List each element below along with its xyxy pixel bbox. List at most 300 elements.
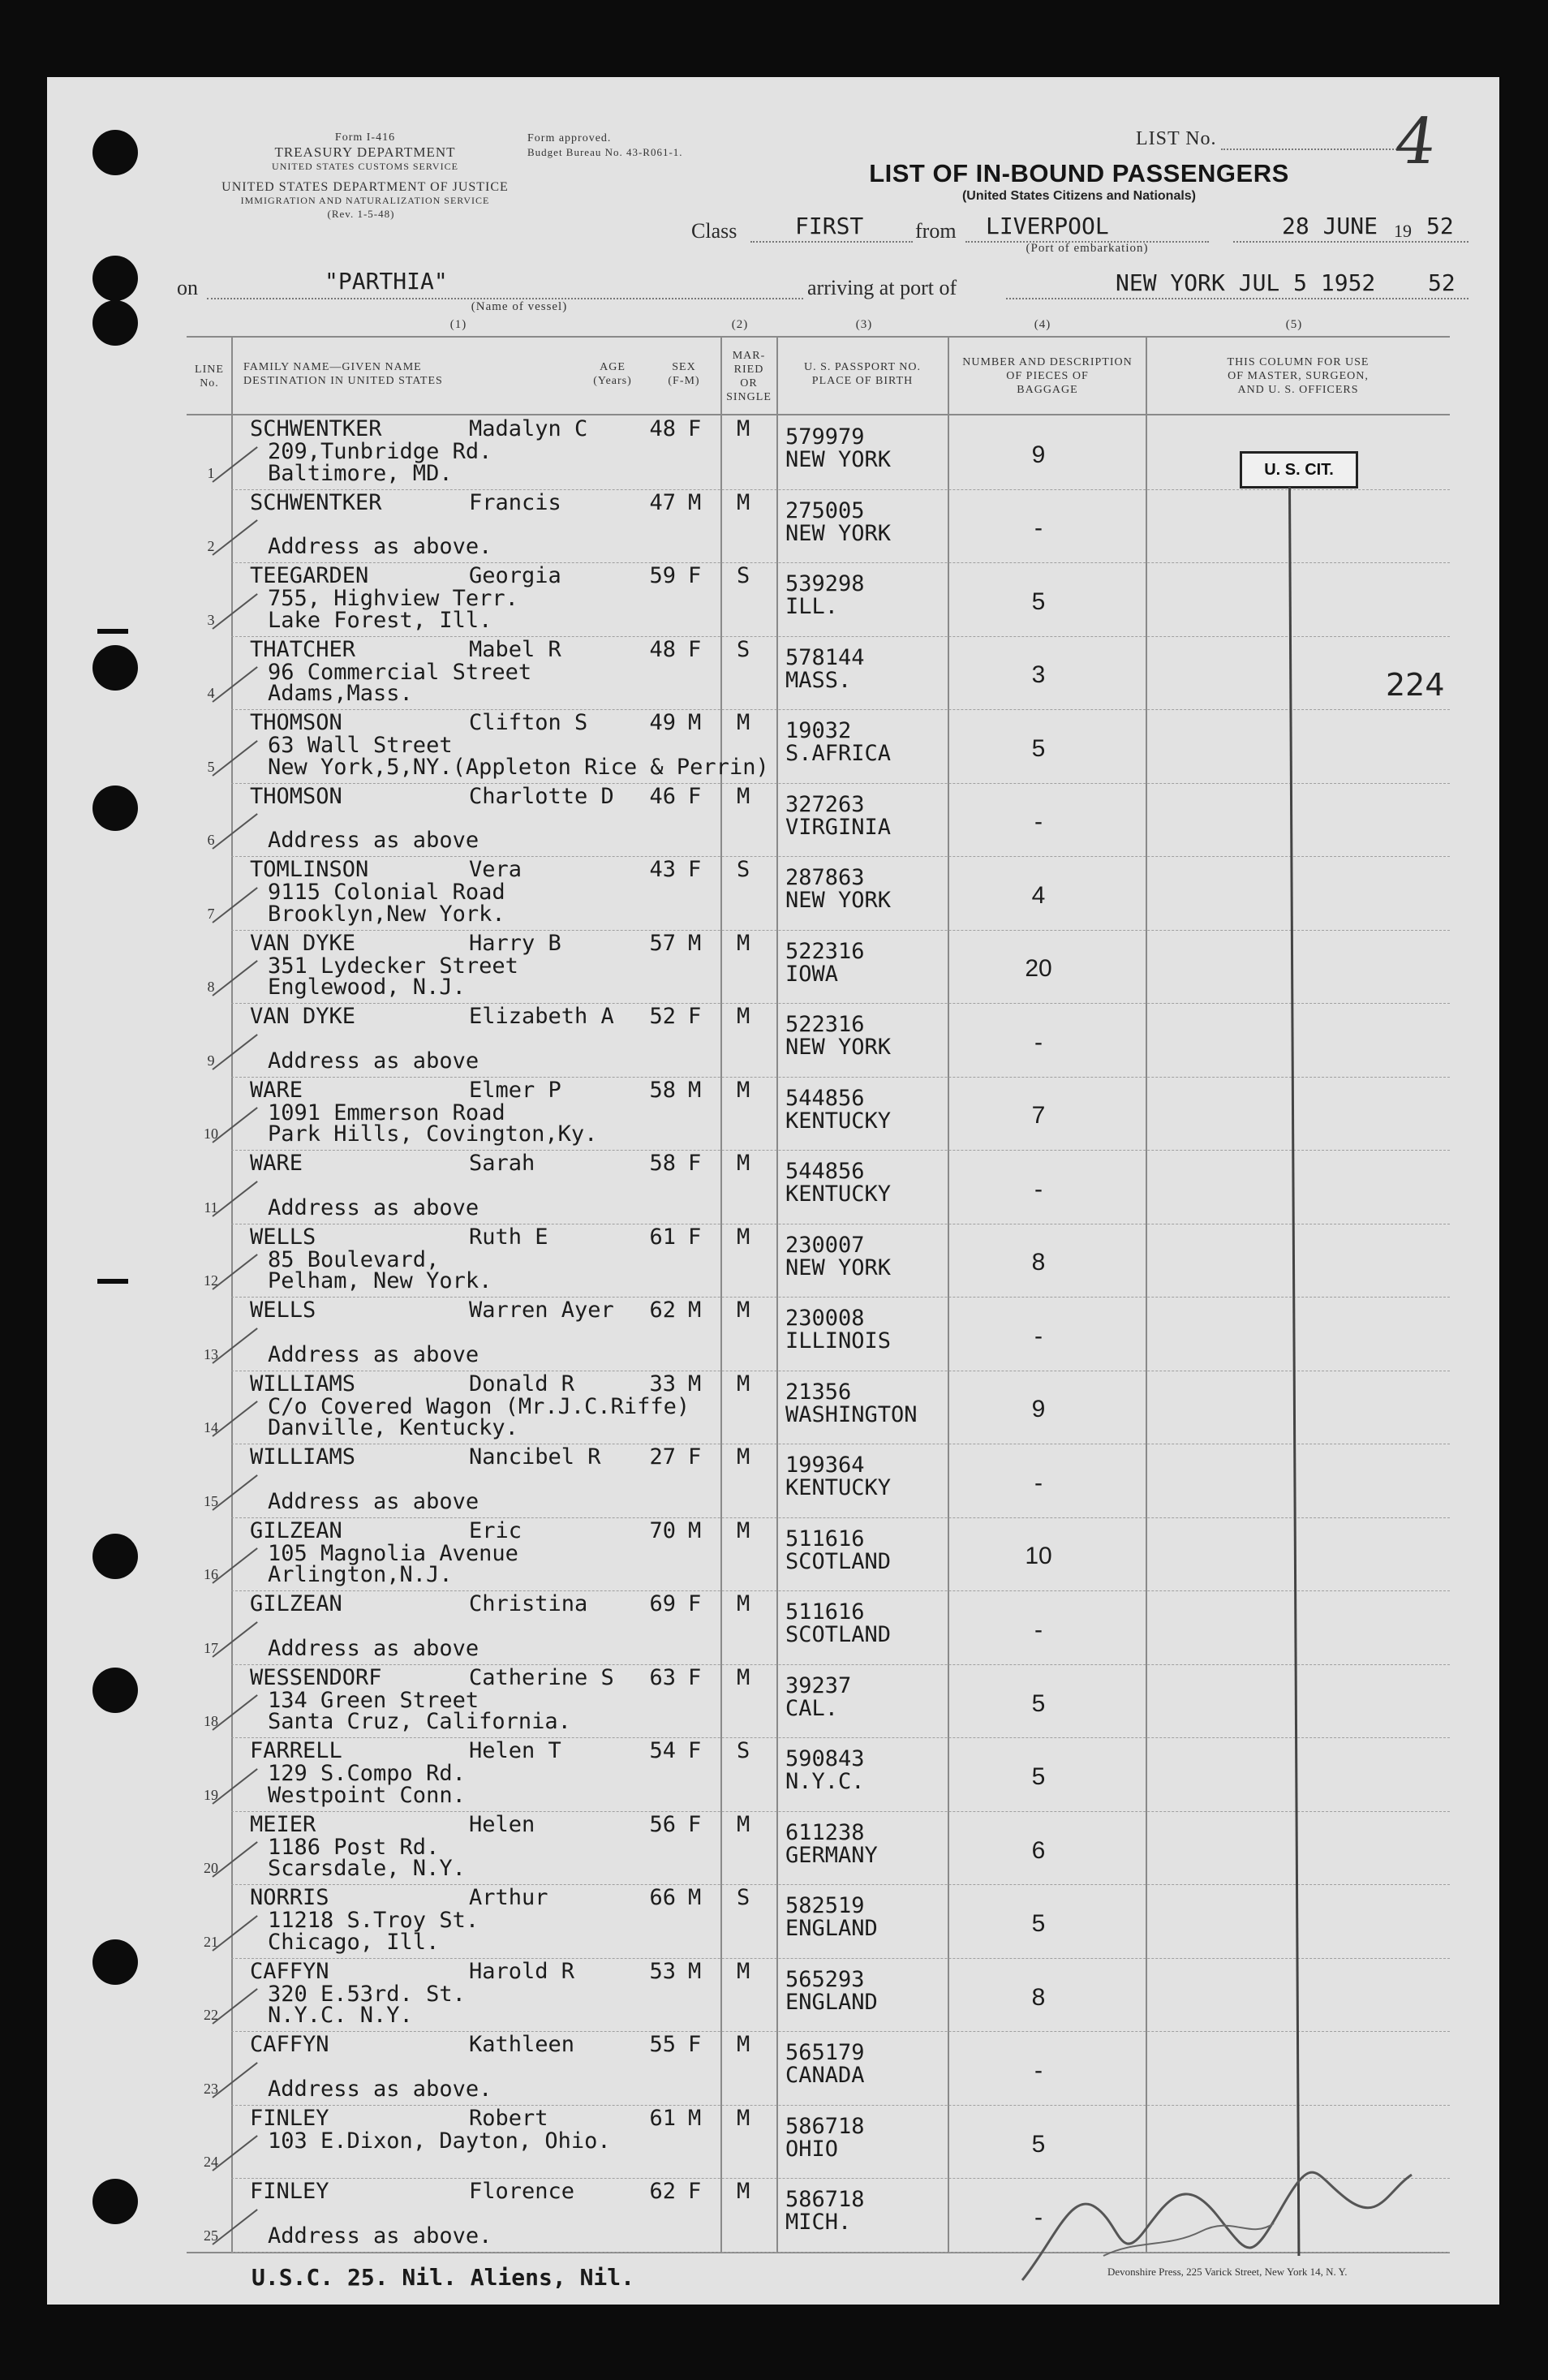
row-divider: [231, 2105, 1450, 2106]
baggage-count: 9: [1031, 1396, 1046, 1423]
baggage-count: -: [1034, 1028, 1043, 1056]
marital-status: M: [737, 930, 750, 956]
passport-number: 230007: [785, 1232, 865, 1258]
line-number: 10: [204, 1125, 218, 1143]
line-number: 12: [204, 1272, 218, 1289]
passport-number: 611238: [785, 1819, 865, 1845]
baggage-count: -: [1034, 1616, 1043, 1643]
age: 48: [649, 416, 676, 441]
col-header-sex: SEX (F-M): [668, 361, 700, 387]
col-header-baggage: NUMBER AND DESCRIPTION OF PIECES OF BAGGAGE: [962, 356, 1133, 396]
address-line-1: 129 S.Compo Rd.: [268, 1761, 466, 1787]
sex: F: [688, 1151, 702, 1177]
sex: M: [688, 1077, 702, 1103]
given-name: Nancibel R: [469, 1444, 601, 1470]
marital-status: M: [737, 1664, 750, 1690]
address-line-2: Address as above: [268, 1635, 479, 1661]
line-number: 25: [204, 2227, 218, 2244]
sex: M: [688, 1885, 702, 1911]
punch-hole: [92, 2179, 138, 2224]
passport-number: 199364: [785, 1453, 865, 1478]
place-of-birth: SCOTLAND: [785, 1548, 892, 1574]
line-number: 5: [207, 758, 215, 775]
line-number: 19: [204, 1786, 218, 1803]
baggage-count: 8: [1031, 1249, 1046, 1276]
arriving-label: arriving at port of: [807, 276, 957, 299]
col-num-2: (2): [731, 318, 749, 331]
baggage-count: 10: [1025, 1543, 1052, 1570]
family-name: NORRIS: [250, 1885, 329, 1911]
form-approved: Form approved.: [527, 132, 612, 144]
baggage-count: 20: [1025, 955, 1052, 983]
age: 62: [649, 1298, 676, 1323]
address-line-1: 9115 Colonial Road: [268, 880, 505, 906]
col-num-5: (5): [1285, 318, 1303, 331]
col-header-passport: U. S. PASSPORT NO. PLACE OF BIRTH: [804, 361, 921, 387]
passport-number: 39237: [785, 1672, 852, 1698]
address-line-2: Lake Forest, Ill.: [268, 607, 492, 633]
address-line-2: Scarsdale, N.Y.: [268, 1856, 466, 1882]
given-name: Georgia: [469, 563, 561, 589]
sex: M: [688, 2105, 702, 2131]
row-divider: [231, 562, 1450, 563]
given-name: Madalyn C: [469, 416, 588, 441]
baggage-count: 5: [1031, 587, 1046, 615]
row-divider: [231, 1958, 1450, 1959]
family-name: THOMSON: [250, 710, 342, 736]
marital-status: S: [737, 563, 750, 589]
family-name: WELLS: [250, 1224, 316, 1250]
col-num-3: (3): [855, 318, 873, 331]
row-divider: [231, 1884, 1450, 1885]
marital-status: M: [737, 710, 750, 736]
on-label: on: [177, 276, 198, 299]
passport-number: 275005: [785, 497, 865, 523]
line-number: 3: [207, 611, 215, 628]
passport-number: 522316: [785, 1012, 865, 1038]
family-name: GILZEAN: [250, 1517, 342, 1543]
marital-status: M: [737, 1004, 750, 1030]
marital-status: S: [737, 636, 750, 662]
address-line-1: 1186 Post Rd.: [268, 1834, 440, 1860]
row-divider: [231, 1811, 1450, 1812]
family-name: CAFFYN: [250, 2032, 329, 2058]
col-num-4: (4): [1034, 318, 1051, 331]
vessel-line: [207, 298, 803, 299]
given-name: Ruth E: [469, 1224, 548, 1250]
age: 58: [649, 1077, 676, 1103]
sex: M: [688, 489, 702, 515]
marital-status: M: [737, 1371, 750, 1397]
address-line-2: New York,5,NY.(Appleton Rice & Perrin): [268, 754, 769, 780]
place-of-birth: ENGLAND: [785, 1989, 878, 2015]
passport-number: 511616: [785, 1599, 865, 1625]
row-divider: [231, 1077, 1450, 1078]
baggage-count: 5: [1031, 734, 1046, 762]
col-header-age: AGE (Years): [593, 361, 632, 387]
family-name: WARE: [250, 1151, 303, 1177]
sex: F: [688, 1444, 702, 1470]
place-of-birth: MICH.: [785, 2210, 852, 2236]
col-divider-baggage: [948, 336, 949, 2253]
given-name: Vera: [469, 857, 522, 883]
address-line-2: Address as above: [268, 828, 479, 854]
age: 61: [649, 1224, 676, 1250]
row-divider: [231, 2031, 1450, 2032]
marital-status: M: [737, 2179, 750, 2205]
row-divider: [231, 1517, 1450, 1518]
address-line-2: Address as above: [268, 1341, 479, 1367]
passport-number: 230008: [785, 1306, 865, 1332]
col-divider-passport: [776, 336, 778, 2253]
baggage-count: 6: [1031, 1836, 1046, 1864]
line-number: 15: [204, 1492, 218, 1509]
sex: M: [688, 1298, 702, 1323]
address-line-2: Address as above.: [268, 2223, 492, 2249]
col-header-name: FAMILY NAME—GIVEN NAME DESTINATION IN UNITED STATES: [243, 361, 443, 387]
place-of-birth: NEW YORK: [785, 1255, 892, 1280]
sex: F: [688, 1004, 702, 1030]
line-number: 4: [207, 685, 215, 702]
marital-status: M: [737, 2105, 750, 2131]
sex: M: [688, 1958, 702, 1984]
place-of-birth: S.AFRICA: [785, 741, 892, 767]
col-divider-line: [231, 336, 233, 2253]
col-header-officers: THIS COLUMN FOR USE OF MASTER, SURGEON, AND U. S. OFFICERS: [1227, 356, 1370, 396]
age: 57: [649, 930, 676, 956]
address-line-2: Westpoint Conn.: [268, 1782, 466, 1808]
given-name: Elmer P: [469, 1077, 561, 1103]
address-line-1: 320 E.53rd. St.: [268, 1981, 466, 2007]
address-line-2: Adams,Mass.: [268, 681, 413, 707]
age: 58: [649, 1151, 676, 1177]
address-line-1: 85 Boulevard,: [268, 1246, 440, 1272]
col-header-line-no: LINE No.: [195, 364, 224, 389]
customs-service: UNITED STATES CUSTOMS SERVICE: [272, 161, 458, 172]
sex: F: [688, 416, 702, 441]
baggage-count: 4: [1031, 881, 1046, 909]
marital-status: M: [737, 2032, 750, 2058]
address-line-1: 134 Green Street: [268, 1687, 479, 1713]
printer-imprint: Devonshire Press, 225 Varick Street, New York 14, N. Y.: [1107, 2266, 1348, 2278]
address-line-2: Address as above: [268, 1194, 479, 1220]
passport-number: 586718: [785, 2187, 865, 2213]
address-line-1: 209,Tunbridge Rd.: [268, 439, 492, 464]
address-line-2: N.Y.C. N.Y.: [268, 2003, 413, 2029]
family-name: VAN DYKE: [250, 1004, 356, 1030]
arrival-port-stamp: NEW YORK JUL 5 1952: [1116, 269, 1376, 296]
age: 69: [649, 1591, 676, 1617]
place-of-birth: WASHINGTON: [785, 1401, 918, 1427]
age: 43: [649, 857, 676, 883]
given-name: Robert: [469, 2105, 548, 2131]
punch-hole: [92, 645, 138, 691]
place-of-birth: NEW YORK: [785, 888, 892, 914]
address-line-2: Baltimore, MD.: [268, 460, 453, 486]
place-of-birth: VIRGINIA: [785, 814, 892, 840]
line-number: 24: [204, 2154, 218, 2171]
place-of-birth: SCOTLAND: [785, 1622, 892, 1648]
line-number: 7: [207, 905, 215, 922]
family-name: FINLEY: [250, 2179, 329, 2205]
marital-status: M: [737, 1811, 750, 1837]
sex: M: [688, 710, 702, 736]
sex: F: [688, 1591, 702, 1617]
baggage-count: -: [1034, 1175, 1043, 1203]
departure-date: 28 JUNE: [1282, 213, 1378, 239]
address-line-1: 96 Commercial Street: [268, 659, 532, 685]
given-name: Clifton S: [469, 710, 588, 736]
marital-status: M: [737, 1444, 750, 1470]
row-divider: [231, 636, 1450, 637]
line-number: 23: [204, 2080, 218, 2097]
marital-status: M: [737, 416, 750, 441]
place-of-birth: MASS.: [785, 667, 852, 693]
row-divider: [231, 709, 1450, 710]
line-number: 18: [204, 1713, 218, 1730]
age: 59: [649, 563, 676, 589]
sex: F: [688, 1738, 702, 1764]
baggage-count: 5: [1031, 1910, 1046, 1938]
family-name: FARRELL: [250, 1738, 342, 1764]
passport-number: 578144: [785, 644, 865, 670]
baggage-count: 5: [1031, 1689, 1046, 1717]
list-no-label: LIST No.: [1136, 128, 1217, 149]
sex: M: [688, 930, 702, 956]
given-name: Donald R: [469, 1371, 575, 1397]
passport-number: 544856: [785, 1159, 865, 1185]
marital-status: M: [737, 1591, 750, 1617]
marital-status: S: [737, 857, 750, 883]
given-name: Eric: [469, 1517, 522, 1543]
marital-status: M: [737, 489, 750, 515]
sex: F: [688, 2032, 702, 2058]
address-line-2: Park Hills, Covington,Ky.: [268, 1121, 598, 1147]
line-number: 2: [207, 538, 215, 555]
binder-mark: [97, 1279, 128, 1284]
baggage-count: 5: [1031, 2130, 1046, 2158]
given-name: Helen T: [469, 1738, 561, 1764]
address-line-2: Santa Cruz, California.: [268, 1709, 571, 1735]
family-name: THATCHER: [250, 636, 356, 662]
family-name: CAFFYN: [250, 1958, 329, 1984]
age: 48: [649, 636, 676, 662]
place-of-birth: GERMANY: [785, 1842, 878, 1868]
age: 52: [649, 1004, 676, 1030]
revision-date: (Rev. 1-5-48): [327, 208, 395, 220]
family-name: TOMLINSON: [250, 857, 369, 883]
given-name: Mabel R: [469, 636, 561, 662]
age: 63: [649, 1664, 676, 1690]
baggage-count: 7: [1031, 1102, 1046, 1130]
age: 55: [649, 2032, 676, 2058]
age: 47: [649, 489, 676, 515]
sex: F: [688, 563, 702, 589]
address-line-2: Address as above: [268, 1048, 479, 1074]
passport-number: 539298: [785, 571, 865, 597]
page-subtitle: (United States Citizens and Nationals): [961, 189, 1197, 203]
passport-number: 586718: [785, 2113, 865, 2139]
justice-department: UNITED STATES DEPARTMENT OF JUSTICE: [221, 180, 509, 194]
punch-hole: [92, 130, 138, 175]
row-divider: [231, 930, 1450, 931]
col-num-1: (1): [449, 318, 467, 331]
address-line-1: 1091 Emmerson Road: [268, 1100, 505, 1125]
place-of-birth: KENTUCKY: [785, 1181, 892, 1207]
embark-port-value: LIVERPOOL: [986, 213, 1109, 239]
sex: F: [688, 857, 702, 883]
family-name: TEEGARDEN: [250, 563, 369, 589]
sex: F: [688, 783, 702, 809]
footer-summary: U.S.C. 25. Nil. Aliens, Nil.: [252, 2264, 635, 2291]
line-number: 8: [207, 979, 215, 996]
row-divider: [231, 1003, 1450, 1004]
col-header-married: MAR- RIED OR SINGLE: [726, 350, 772, 403]
place-of-birth: NEW YORK: [785, 1035, 892, 1061]
sex: F: [688, 2179, 702, 2205]
row-divider: [231, 1737, 1450, 1738]
sex: F: [688, 1811, 702, 1837]
given-name: Warren Ayer: [469, 1298, 614, 1323]
family-name: GILZEAN: [250, 1591, 342, 1617]
sex: F: [688, 636, 702, 662]
line-number: 16: [204, 1566, 218, 1583]
passport-number: 511616: [785, 1526, 865, 1552]
address-line-2: Chicago, Ill.: [268, 1929, 440, 1955]
age: 49: [649, 710, 676, 736]
arrival-year: 52: [1428, 269, 1456, 296]
table-top-rule: [187, 336, 1450, 338]
line-number: 14: [204, 1419, 218, 1436]
family-name: MEIER: [250, 1811, 316, 1837]
age: 54: [649, 1738, 676, 1764]
address-line-1: C/o Covered Wagon (Mr.J.C.Riffe): [268, 1393, 690, 1419]
year-prefix: 19: [1394, 221, 1412, 241]
given-name: Francis: [469, 489, 561, 515]
list-no-line: [1221, 148, 1400, 150]
departure-year: 52: [1426, 213, 1454, 239]
passport-number: 522316: [785, 938, 865, 964]
family-name: WILLIAMS: [250, 1371, 356, 1397]
family-name: FINLEY: [250, 2105, 329, 2131]
age: 66: [649, 1885, 676, 1911]
marital-status: S: [737, 1885, 750, 1911]
class-line: [750, 241, 913, 243]
age: 61: [649, 2105, 676, 2131]
passport-number: 582519: [785, 1893, 865, 1919]
ins-service: IMMIGRATION AND NATURALIZATION SERVICE: [240, 195, 490, 206]
place-of-birth: ENGLAND: [785, 1916, 878, 1942]
given-name: Elizabeth A: [469, 1004, 614, 1030]
binder-mark: [97, 629, 128, 634]
from-label: from: [915, 219, 957, 243]
line-number: 17: [204, 1639, 218, 1656]
marital-status: M: [737, 1958, 750, 1984]
handwritten-note: 224: [1386, 667, 1445, 703]
us-citizen-stamp: U. S. CIT.: [1240, 451, 1358, 488]
age: 56: [649, 1811, 676, 1837]
sex: F: [688, 1224, 702, 1250]
marital-status: M: [737, 1151, 750, 1177]
marital-status: S: [737, 1738, 750, 1764]
baggage-count: 5: [1031, 1763, 1046, 1791]
given-name: Kathleen: [469, 2032, 575, 2058]
col-divider-officers: [1146, 336, 1147, 2253]
address-line-1: 63 Wall Street: [268, 733, 453, 759]
table-header-rule: [187, 414, 1450, 415]
address-line-1: 103 E.Dixon, Dayton, Ohio.: [268, 2128, 611, 2154]
place-of-birth: N.Y.C.: [785, 1769, 865, 1795]
passport-number: 544856: [785, 1085, 865, 1111]
family-name: SCHWENTKER: [250, 489, 382, 515]
baggage-count: -: [1034, 808, 1043, 836]
punch-hole: [92, 1939, 138, 1985]
marital-status: M: [737, 1517, 750, 1543]
class-value: FIRST: [795, 213, 864, 239]
marital-status: M: [737, 783, 750, 809]
row-divider: [231, 1297, 1450, 1298]
baggage-count: -: [1034, 1322, 1043, 1349]
address-line-2: Englewood, N.J.: [268, 975, 466, 1001]
marital-status: M: [737, 1224, 750, 1250]
baggage-count: -: [1034, 1469, 1043, 1496]
address-line-2: Address as above.: [268, 2076, 492, 2102]
place-of-birth: OHIO: [785, 2136, 839, 2162]
age: 27: [649, 1444, 676, 1470]
age: 53: [649, 1958, 676, 1984]
list-no-handwritten: 4: [1390, 105, 1441, 179]
line-number: 22: [204, 2007, 218, 2024]
family-name: THOMSON: [250, 783, 342, 809]
given-name: Helen: [469, 1811, 535, 1837]
sex: M: [688, 1517, 702, 1543]
passport-number: 579979: [785, 424, 865, 450]
address-line-2: Address as above.: [268, 534, 492, 560]
marital-status: M: [737, 1077, 750, 1103]
family-name: WILLIAMS: [250, 1444, 356, 1470]
address-line-2: Arlington,N.J.: [268, 1562, 453, 1588]
budget-bureau: Budget Bureau No. 43-R061-1.: [527, 146, 683, 158]
baggage-count: -: [1034, 2204, 1043, 2232]
address-line-2: Pelham, New York.: [268, 1268, 492, 1294]
place-of-birth: IOWA: [785, 961, 839, 987]
row-divider: [231, 783, 1450, 784]
date-line: [1233, 241, 1468, 243]
address-line-2: Danville, Kentucky.: [268, 1415, 518, 1441]
line-number: 11: [204, 1199, 218, 1216]
address-line-1: 11218 S.Troy St.: [268, 1908, 479, 1934]
given-name: Catherine S: [469, 1664, 614, 1690]
age: 62: [649, 2179, 676, 2205]
address-line-1: 755, Highview Terr.: [268, 586, 518, 612]
page-title: LIST OF IN-BOUND PASSENGERS: [869, 159, 1289, 187]
line-number: 9: [207, 1052, 215, 1069]
punch-hole: [92, 1668, 138, 1713]
row-divider: [231, 1590, 1450, 1591]
address-line-1: 105 Magnolia Avenue: [268, 1540, 518, 1566]
given-name: Harold R: [469, 1958, 575, 1984]
family-name: WARE: [250, 1077, 303, 1103]
place-of-birth: NEW YORK: [785, 520, 892, 546]
line-number: 21: [204, 1933, 218, 1950]
age: 46: [649, 783, 676, 809]
embark-caption: (Port of embarkation): [1026, 242, 1149, 255]
given-name: Harry B: [469, 930, 561, 956]
given-name: Charlotte D: [469, 783, 614, 809]
place-of-birth: KENTUCKY: [785, 1108, 892, 1134]
row-divider: [231, 1150, 1450, 1151]
given-name: Arthur: [469, 1885, 548, 1911]
